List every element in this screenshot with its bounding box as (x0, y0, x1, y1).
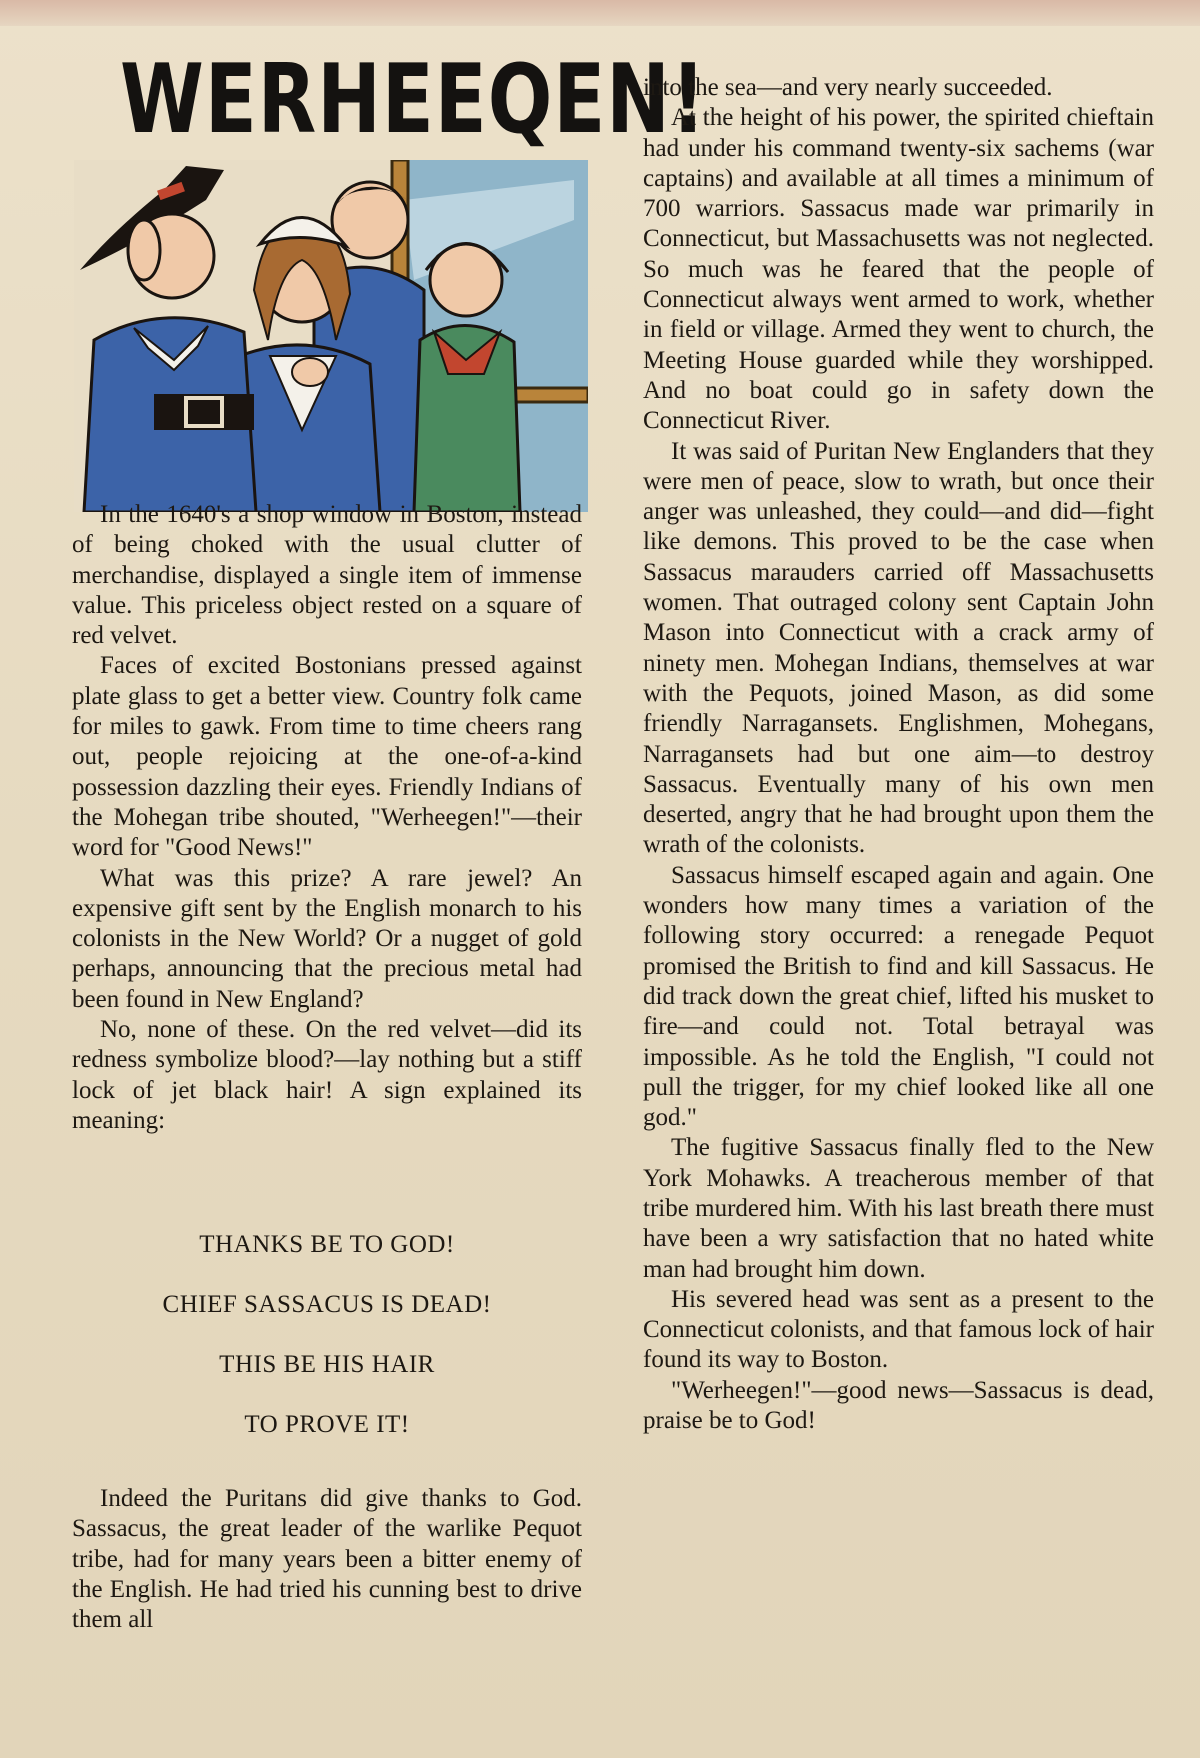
paragraph-what-was-prize: What was this prize? A rare jewel? An expensive gift sent by the English monarch to his colonists in the New World? Or a nugget of gold perhaps, announcing that the precious metal had been found in New England? (72, 864, 582, 1013)
paragraph-fugitive-sassacus: The fugitive Sassacus finally fled to the New York Mohawks. A treacherous member of that tribe murdered him. With his last breath there must have been a wry satisfaction that no hated white man had brought him down. (643, 1134, 1154, 1283)
page-title: WERHEEQEN! (120, 43, 707, 155)
sign-line: THANKS BE TO GOD! (199, 1231, 455, 1258)
paragraph-severed-head: His severed head was sent as a present to the Connecticut colonists, and that famous lock of hair found its way to Boston. (643, 1285, 1154, 1374)
paragraph-excited-bostonians: Faces of excited Bostonians pressed against plate glass to get a better view. Country folk came for miles to gawk. From time to time cheers rang out, people rejoicing at the one-of-a-kind possession dazzling their eyes. Friendly Indians of the Mohegan tribe shouted, "Werheegen!"—their word for "Good News!" (72, 652, 582, 862)
paragraph-escaped-again: Sassacus himself escaped again and again. One wonders how many times a variation of the following story occurred: a renegade Pequot promised the British to find and kill Sassacus. He did track down the great chief, lifted his musket to fire—and could not. Total betrayal was impossible. As he told the English, "I could not pull the trigger, for my chief looked like all one god." (643, 861, 1154, 1132)
pilgrim-hand-on-face (128, 220, 160, 280)
paragraph-werheegen-good-news: "Werheegen!"—good news—Sassacus is dead, praise be to God! (643, 1376, 1154, 1435)
left-column (72, 500, 582, 1136)
paragraph-into-the-sea: into the sea—and very nearly succeeded. (643, 74, 1053, 101)
woman-dress (414, 325, 520, 512)
paragraph-men-of-peace: It was said of Puritan New Englanders that they were men of peace, slow to wrath, but once their anger was unleashed, they could—and did—fight like demons. This proved to be the case when Sassacus marauders carried off Massachusetts women. That outraged colony sent Captain John Mason into Connecticut with a crack army of ninety men. Mohegan Indians, themselves at war with the Pequots, joined Mason, as did some friendly Narragansets. Englishmen, Mohegans, Narragansets had but one aim—to destroy Sassacus. Eventually many of his own men deserted, angry that he had brought upon them the wrath of the colonists. (643, 437, 1154, 859)
paragraph-height-of-power: At the height of his power, the spirited chieftain had under his command twenty-six sachems (war captains) and available at all times a minimum of 700 warriors. Sassacus made war primarily in Connecticut, but Massachusetts was not neglected. So much was he feared that the people of Connecticut always went armed to work, whether in field or village. Armed they went to church, the Meeting House guarded while they worshipped. And no boat could go in safety down the Connecticut River. (643, 104, 1154, 435)
girl-hand (292, 358, 328, 386)
printed-top-edge (0, 0, 1200, 26)
paragraph-none-of-these: No, none of these. On the red velvet—did its redness symbolize blood?—lay nothing but a stiff lock of jet black hair! A sign explained its meaning: (72, 1016, 582, 1134)
left-column-continued (72, 1484, 582, 1635)
sign-text (72, 1230, 582, 1470)
sign-line: THIS BE HIS HAIR (219, 1351, 435, 1378)
right-column (643, 73, 1154, 1436)
sign-line: CHIEF SASSACUS IS DEAD! (162, 1291, 492, 1318)
paragraph-puritans-give-thanks: Indeed the Puritans did give thanks to God. Sassacus, the great leader of the warlike Pequot tribe, had for many years been a bitter enemy of the English. He had tried his cunning best to drive them all (72, 1485, 582, 1634)
sign-line: TO PROVE IT! (244, 1411, 410, 1438)
paragraph-shop-window: In the 1640's a shop window in Boston, instead of being choked with the usual clutter of merchandise, displayed a single item of immense value. This priceless object rested on a square of red velvet. (72, 501, 582, 650)
illustration-crowd-at-window (74, 160, 588, 512)
